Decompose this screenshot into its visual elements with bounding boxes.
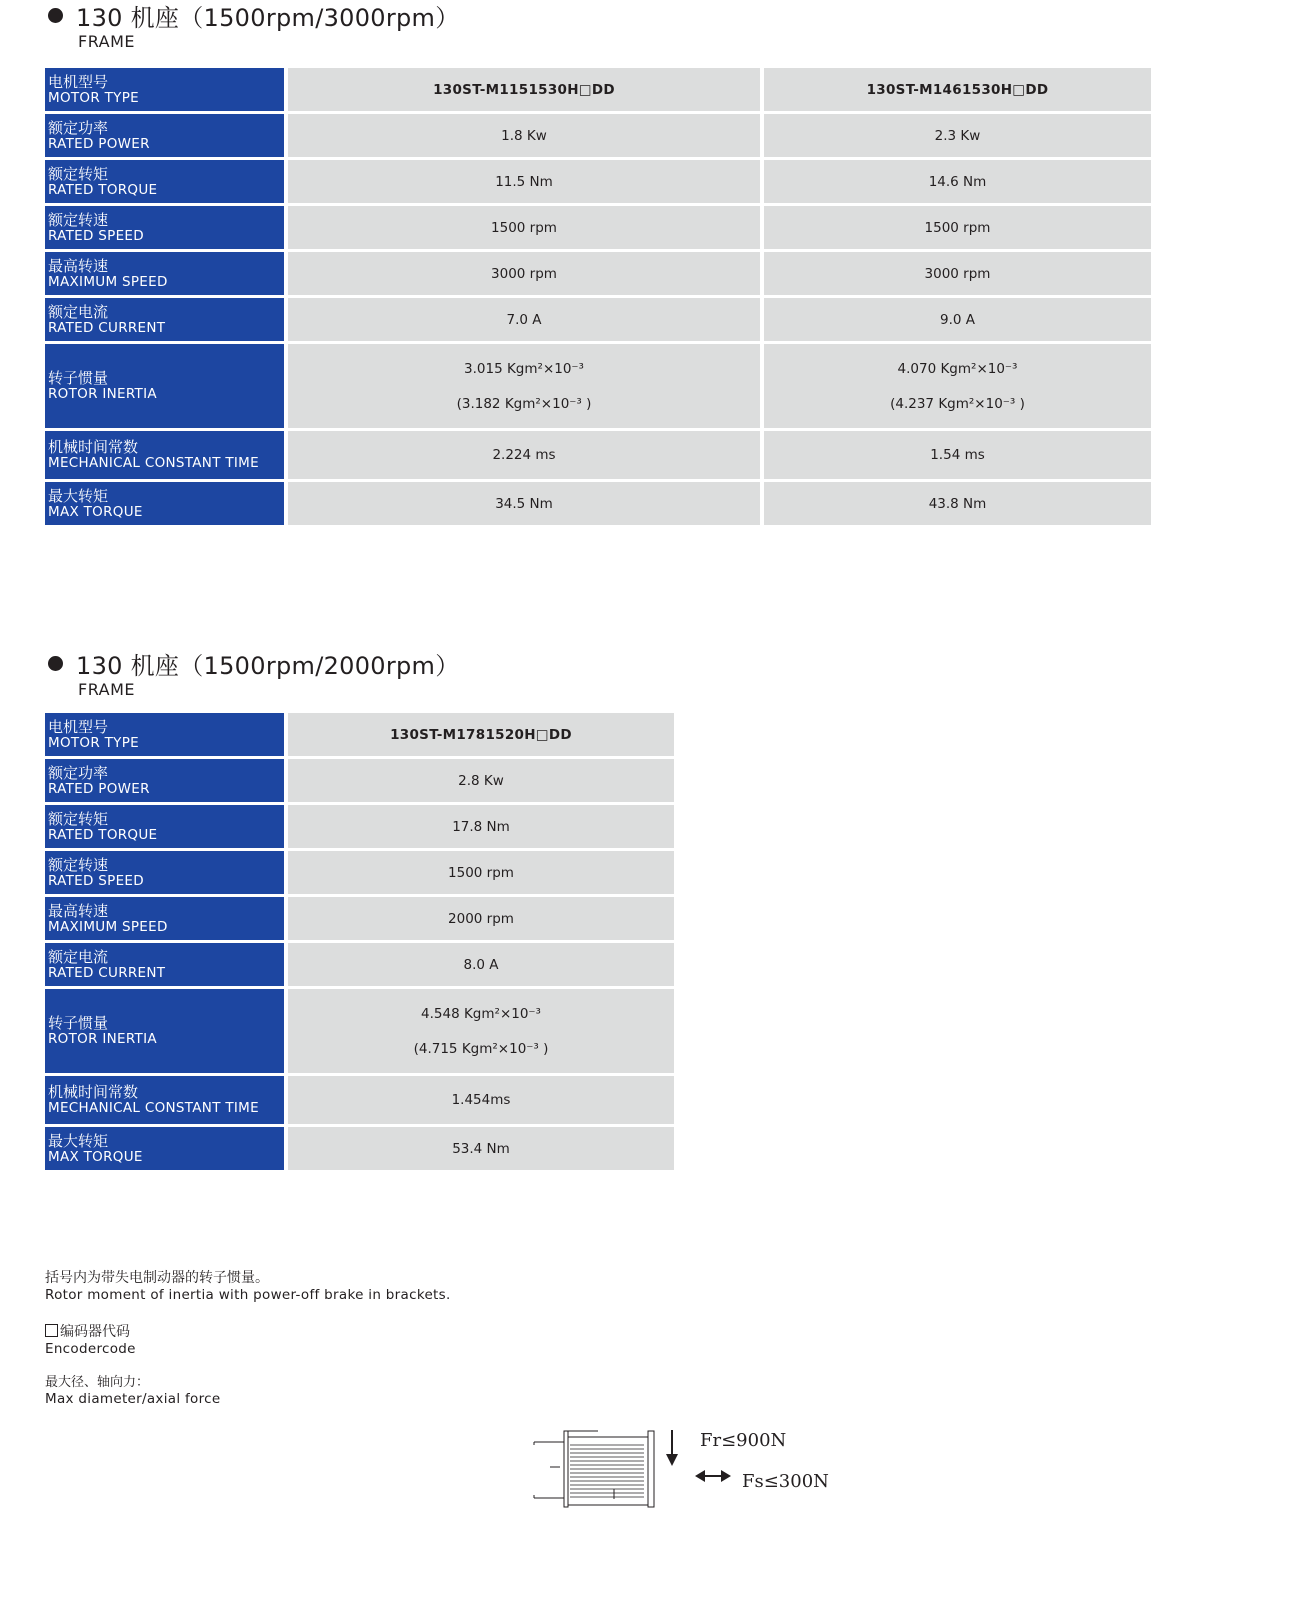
row-label-cn: 额定电流 (48, 947, 109, 966)
value-cell: 11.5 Nm (288, 160, 764, 206)
spec-row (45, 713, 674, 759)
spec-row (45, 1127, 674, 1173)
spec-table-1 (45, 68, 1151, 528)
spec-row (45, 897, 674, 943)
row-label (45, 805, 288, 851)
row-label-en: RATED SPEED (48, 227, 144, 244)
row-label-en: MOTOR TYPE (48, 89, 139, 106)
spec-row (45, 482, 1151, 528)
value-cell: 2.3 Kw (764, 114, 1151, 160)
brake-note-cn: 括号内为带失电制动器的转子惯量。 (45, 1270, 269, 1286)
row-label (45, 68, 288, 114)
row-label (45, 114, 288, 160)
inertia-brake-value: (4.715 Kgm²×10⁻³ ) (413, 1040, 549, 1057)
row-label-en: RATED TORQUE (48, 826, 158, 843)
value-cell: 17.8 Nm (288, 805, 674, 851)
row-label (45, 1076, 288, 1127)
row-label-en: MAX TORQUE (48, 1148, 143, 1165)
spec-row (45, 298, 1151, 344)
motor-type-cell: 130ST-M1151530H□DD (288, 68, 764, 114)
row-label-cn: 额定转矩 (48, 809, 109, 828)
box-symbol-icon (45, 1324, 58, 1337)
row-label-cn: 最大转矩 (48, 1131, 109, 1150)
row-label (45, 897, 288, 943)
value-cell: 7.0 A (288, 298, 764, 344)
radial-force-label: Fr≤900N (700, 1430, 787, 1451)
row-label-cn: 电机型号 (48, 72, 109, 91)
row-label (45, 759, 288, 805)
inertia-brake-value: (3.182 Kgm²×10⁻³ ) (456, 395, 592, 412)
bullet-icon (48, 656, 63, 671)
row-label-cn: 转子惯量 (48, 369, 109, 387)
encoder-note (45, 1324, 136, 1358)
value-cell: 34.5 Nm (288, 482, 764, 528)
spec-row (45, 252, 1151, 298)
row-label-en: RATED SPEED (48, 872, 144, 889)
axial-force-arrow-icon (694, 1466, 732, 1486)
value-cell: 2.224 ms (288, 431, 764, 482)
bullet-icon (48, 8, 63, 23)
spec-row (45, 989, 674, 1076)
radial-force-arrow-icon (664, 1428, 680, 1468)
spec-row (45, 431, 1151, 482)
value-cell: 2.8 Kw (288, 759, 674, 805)
motor-force-diagram (530, 1425, 670, 1514)
row-label-en: RATED POWER (48, 780, 150, 797)
row-label-cn: 机械时间常数 (48, 1083, 139, 1101)
row-label-cn: 额定转速 (48, 855, 109, 874)
row-label (45, 713, 288, 759)
spec-row (45, 805, 674, 851)
motor-type-cell: 130ST-M1461530H□DD (764, 68, 1151, 114)
inertia-value: 4.548 Kgm²×10⁻³ (421, 1005, 541, 1022)
row-label-en: RATED TORQUE (48, 181, 158, 198)
row-label (45, 344, 288, 431)
row-label (45, 252, 288, 298)
spec-row (45, 114, 1151, 160)
value-cell: 1.454ms (288, 1076, 674, 1127)
row-label-cn: 额定功率 (48, 118, 109, 137)
row-label-cn: 机械时间常数 (48, 438, 139, 456)
value-cell: 14.6 Nm (764, 160, 1151, 206)
row-label-cn: 额定转矩 (48, 164, 109, 183)
value-cell (764, 344, 1151, 431)
row-label-en: RATED CURRENT (48, 319, 166, 336)
row-label-cn: 额定功率 (48, 763, 109, 782)
spec-table-2 (45, 713, 674, 1173)
spec-row (45, 160, 1151, 206)
spec-row (45, 759, 674, 805)
row-label (45, 160, 288, 206)
force-note-cn: 最大径、轴向力： (45, 1375, 150, 1390)
motor-type-cell: 130ST-M1781520H□DD (288, 713, 674, 759)
row-label-en: MECHANICAL CONSTANT TIME (48, 1100, 259, 1116)
value-cell: 1.8 Kw (288, 114, 764, 160)
row-label-en: MAXIMUM SPEED (48, 273, 168, 290)
row-label (45, 206, 288, 252)
row-label-cn: 转子惯量 (48, 1014, 109, 1032)
row-label (45, 989, 288, 1076)
force-note-en: Max diameter/axial force (45, 1391, 221, 1407)
row-label (45, 851, 288, 897)
section1-frame-label: FRAME (78, 32, 136, 51)
section2-frame-label: FRAME (78, 680, 136, 699)
spec-row (45, 344, 1151, 431)
spec-row (45, 1076, 674, 1127)
row-label-cn: 电机型号 (48, 717, 109, 736)
inertia-brake-value: (4.237 Kgm²×10⁻³ ) (890, 395, 1025, 412)
motor-outline-icon (530, 1425, 670, 1510)
row-label-en: RATED POWER (48, 135, 150, 152)
value-cell (288, 344, 764, 431)
encoder-note-cn: 编码器代码 (60, 1324, 130, 1340)
axial-force-label: Fs≤300N (742, 1471, 829, 1492)
brake-note (45, 1270, 451, 1304)
value-cell: 43.8 Nm (764, 482, 1151, 528)
row-label-en: MAX TORQUE (48, 503, 143, 520)
value-cell: 1500 rpm (764, 206, 1151, 252)
spec-row (45, 943, 674, 989)
row-label (45, 482, 288, 528)
brake-note-en: Rotor moment of inertia with power-off brake in brackets. (45, 1287, 451, 1303)
row-label (45, 298, 288, 344)
inertia-value: 3.015 Kgm²×10⁻³ (464, 360, 584, 377)
value-cell: 53.4 Nm (288, 1127, 674, 1173)
row-label-cn: 额定电流 (48, 302, 109, 321)
value-cell: 2000 rpm (288, 897, 674, 943)
row-label-en: RATED CURRENT (48, 964, 166, 981)
value-cell: 3000 rpm (288, 252, 764, 298)
row-label-en: MOTOR TYPE (48, 734, 139, 751)
section1-header (48, 0, 460, 51)
spec-row (45, 206, 1151, 252)
value-cell (288, 989, 674, 1076)
section2-header (48, 648, 460, 699)
row-label (45, 431, 288, 482)
spec-row (45, 68, 1151, 114)
row-label (45, 1127, 288, 1173)
row-label-cn: 额定转速 (48, 210, 109, 229)
row-label-en: MECHANICAL CONSTANT TIME (48, 455, 259, 471)
section2-title: 130 机座（1500rpm/2000rpm） (76, 651, 460, 680)
row-label-cn: 最高转速 (48, 256, 109, 275)
row-label-en: MAXIMUM SPEED (48, 918, 168, 935)
force-note (45, 1374, 220, 1408)
row-label-en: ROTOR INERTIA (48, 1031, 157, 1047)
section1-title: 130 机座（1500rpm/3000rpm） (76, 3, 460, 32)
value-cell: 9.0 A (764, 298, 1151, 344)
inertia-value: 4.070 Kgm²×10⁻³ (897, 360, 1018, 377)
encoder-note-en: Encodercode (45, 1341, 136, 1357)
row-label-cn: 最大转矩 (48, 486, 109, 505)
row-label-en: ROTOR INERTIA (48, 386, 157, 402)
value-cell: 1.54 ms (764, 431, 1151, 482)
value-cell: 8.0 A (288, 943, 674, 989)
value-cell: 1500 rpm (288, 851, 674, 897)
row-label (45, 943, 288, 989)
spec-row (45, 851, 674, 897)
value-cell: 3000 rpm (764, 252, 1151, 298)
row-label-cn: 最高转速 (48, 901, 109, 920)
value-cell: 1500 rpm (288, 206, 764, 252)
